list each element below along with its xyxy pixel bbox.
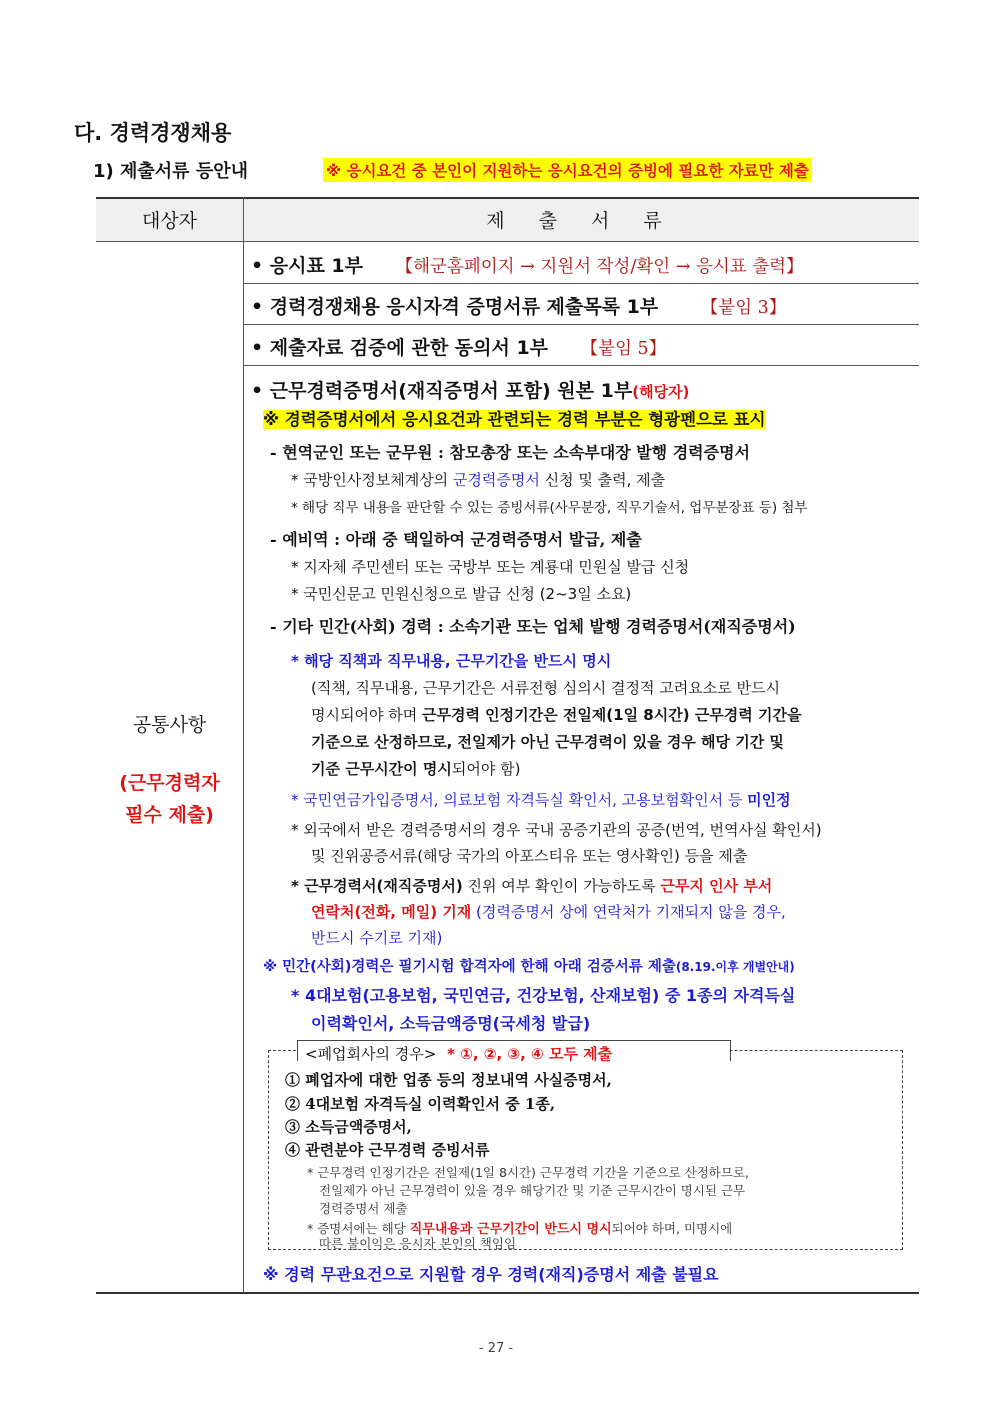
item-text: • 응시표 1부 [251,255,364,277]
civil-career-paragraph [311,704,801,725]
closed-company-note: * 근무경력 인정기간은 전일제(1일 8시간) 근무경력 기간을 기준으로 산정하므로, [307,1165,749,1180]
item-text: • 제출자료 검증에 관한 동의서 1부 [251,337,549,359]
target-label: 공통사항 [132,714,207,736]
paragraph-bold-text: 기준 근무시간이 명시 [311,760,452,778]
target-note: (근무경력자 [119,772,220,794]
paragraph-bold-text: 근무경력 인정기간은 전일제(1일 8시간) 근무경력 기간을 [421,706,802,724]
bullet-bold-text: * 근무경력서(재직증명서) [291,877,463,895]
verification-line: 이력확인서, 소득금액증명(국세청 발급) [311,1014,591,1033]
closed-company-note: 따른 불이익은 응시자 본인의 책임임 [319,1236,517,1251]
bullet-bold-text: 미인정 [747,791,791,809]
bullet-text: 신청 및 출력, 제출 [539,471,666,489]
verification-line: * 4대보험(고용보험, 국민연금, 건강보험, 산재보험) 중 1종의 자격득실 [291,986,796,1005]
row-divider [243,365,919,366]
civil-career-bullet: * 외국에서 받은 경력증명서의 경우 국내 공증기관의 공증(번역, 번역사실 확인서) [291,821,822,839]
civil-career-bullet-continuation: 반드시 수기로 기재) [311,929,443,947]
note-text: 되어야 하며, 미명시에 [611,1221,733,1236]
item-source-note: 【해군홈페이지 → 지원서 작성/확인 → 응시표 출력】 [395,257,804,277]
document-item-consent-form [251,333,666,360]
civil-career-bullet-continuation: 및 진위공증서류(해당 국가의 아포스티유 또는 영사확인) 등을 제출 [311,847,748,865]
tab-label-text: <폐업회사의 경우> [305,1045,437,1063]
closed-company-item: ① 폐업자에 대한 업종 등의 정보내역 사실증명서, [285,1071,612,1089]
tab-label-red-text: * ①, ②, ③, ④ 모두 제출 [447,1045,613,1063]
civil-career-bullet [291,875,772,896]
closed-company-item: ② 4대보험 자격득실 이력확인서 중 1종, [285,1095,556,1113]
bullet-blue-text: 군경력증명서 [452,471,540,489]
reserve-bullet: * 국민신문고 민원신청으로 발급 신청 (2~3일 소요) [291,585,632,603]
sub-heading: 1) 제출서류 등안내 [93,161,248,182]
civil-career-bullet-continuation [311,901,786,922]
document-item-application-ticket [251,251,804,278]
final-note: ※ 경력 무관요건으로 지원할 경우 경력(재직)증명서 제출 불필요 [263,1265,719,1284]
active-duty-bullet: * 해당 직무 내용을 판단할 수 있는 증빙서류(사무분장, 직무기술서, 업무분장표 등) 첨부 [291,500,808,516]
column-divider [243,197,244,1292]
verification-title [263,955,795,976]
item-text: • 경력경쟁채용 응시자격 증명서류 제출목록 1부 [251,296,659,318]
career-title-text: • 근무경력증명서(재직증명서 포함) 원본 1부 [251,380,633,402]
header-divider [96,241,919,242]
civil-career-paragraph: (직책, 직무내용, 근무기간은 서류전형 심의시 결정적 고려요소로 반드시 [311,679,780,697]
bullet-text: 진위 여부 확인이 가능하도록 [462,877,661,895]
bullet-text: * 국방인사정보체계상의 [291,471,453,489]
civil-career-title: - 기타 민간(사회) 경력 : 소속기관 또는 업체 발행 경력증명서(재직증명서) [270,617,796,636]
civil-career-bullet: * 해당 직책과 직무내용, 근무기간을 반드시 명시 [291,652,612,670]
page-number: - 27 - [478,1341,514,1356]
closed-company-note: 경력증명서 제출 [319,1201,408,1216]
paragraph-text: 되어야 함) [451,760,521,778]
bullet-text: * 국민연금가입증명서, 의료보험 자격득실 확인서, 고용보험확인서 등 [291,791,748,809]
civil-career-paragraph [311,758,520,779]
active-duty-bullet [291,469,665,490]
target-note: 필수 제출) [125,804,214,826]
bullet-red-text: 근무지 인사 부서 [660,877,773,895]
document-item-qualification-list [251,292,786,319]
civil-career-paragraph: 기준으로 산정하므로, 전일제가 아닌 근무경력이 있을 경우 해당 기간 및 [311,733,784,751]
highlight-instruction [263,406,766,430]
table-bottom-border [96,1292,919,1294]
table-top-border [96,197,919,199]
highlighted-notice: ※ 응시요건 중 본인이 지원하는 응시요건의 증빙에 필요한 자료만 제출 [323,158,812,182]
bullet-blue-text: (경력증명서 상에 연락처가 기재되지 않을 경우, [471,903,786,921]
civil-career-bullet [291,789,791,810]
reserve-title: - 예비역 : 아래 중 택일하여 군경력증명서 발급, 제출 [270,530,642,549]
item-attachment-note: 【붙임 5】 [580,339,667,359]
closed-company-item: ③ 소득금액증명서, [285,1118,412,1136]
item-attachment-note: 【붙임 3】 [700,298,787,318]
reserve-bullet: * 지자체 주민센터 또는 국방부 또는 계룡대 민원실 발급 신청 [291,558,690,576]
verification-title-text: ※ 민간(사회)경력은 필기시험 합격자에 한해 아래 검증서류 제출 [263,959,676,975]
column-header-target: 대상자 [141,210,198,232]
note-red-text: 직무내용과 근무기간이 반드시 명시 [409,1222,612,1237]
active-duty-title: - 현역군인 또는 군무원 : 참모총장 또는 소속부대장 발행 경력증명서 [270,443,750,462]
row-divider [243,324,919,325]
paragraph-text: 명시되어야 하며 [311,706,422,724]
column-header-documents: 제 출 서 류 [486,210,676,232]
closed-company-item: ④ 관련분야 근무경력 증빙서류 [285,1141,490,1159]
verification-title-suffix: (8.19.이후 개별안내) [675,960,795,974]
row-divider [243,283,919,284]
section-heading: 다. 경력경쟁채용 [74,121,232,145]
career-title-suffix: (해당자) [632,383,690,401]
closed-company-tab-label [305,1043,612,1064]
bullet-red-text: 연락처(전화, 메일) 기재 [311,903,472,921]
career-certificate-title [251,376,689,403]
note-text: * 증명서에는 해당 [307,1221,410,1236]
highlight-instruction-text: ※ 경력증명서에서 응시요건과 관련되는 경력 부분은 형광펜으로 표시 [263,410,766,429]
closed-company-note: 전일제가 아닌 근무경력이 있을 경우 해당기간 및 기준 근무시간이 명시된 근무 [319,1183,746,1198]
